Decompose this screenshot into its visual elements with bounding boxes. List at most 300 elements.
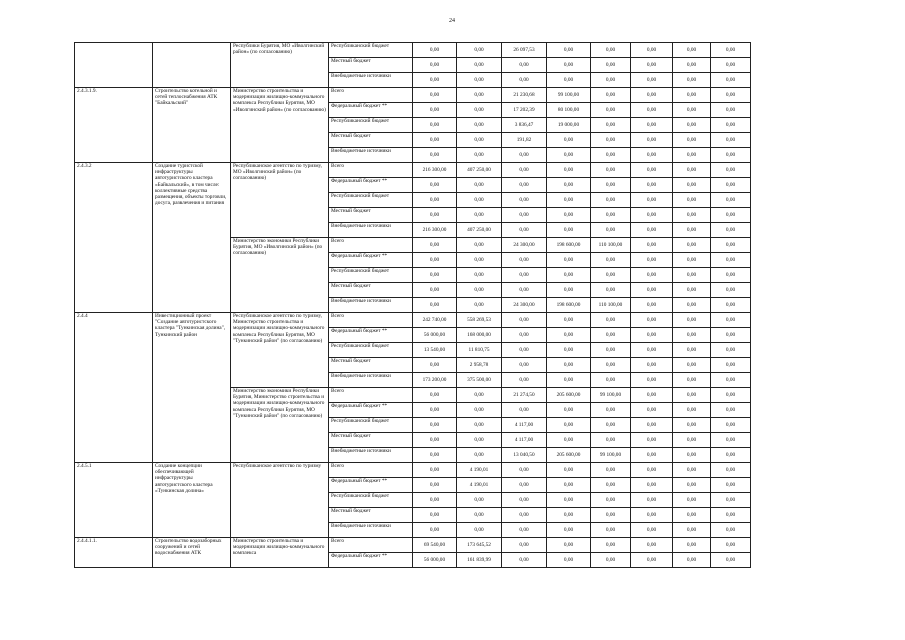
amount-cell: 0,00 <box>547 58 591 73</box>
amount-cell: 0,00 <box>631 73 673 88</box>
amount-cell: 0,00 <box>711 283 751 298</box>
amount-cell: 0,00 <box>711 493 751 508</box>
amount-cell: 558 269,53 <box>457 313 502 328</box>
funding-source-cell: Местный бюджет <box>329 133 413 148</box>
amount-cell: 0,00 <box>502 268 547 283</box>
amount-cell: 0,00 <box>711 118 751 133</box>
amount-cell: 0,00 <box>502 178 547 193</box>
amount-cell: 0,00 <box>413 208 457 223</box>
amount-cell: 0,00 <box>631 268 673 283</box>
amount-cell: 0,00 <box>502 253 547 268</box>
amount-cell: 0,00 <box>673 418 711 433</box>
amount-cell: 0,00 <box>631 508 673 523</box>
amount-cell: 56 000,00 <box>413 328 457 343</box>
amount-cell: 0,00 <box>631 238 673 253</box>
amount-cell: 0,00 <box>673 133 711 148</box>
amount-cell: 0,00 <box>711 208 751 223</box>
amount-cell: 0,00 <box>591 403 631 418</box>
amount-cell: 0,00 <box>631 493 673 508</box>
amount-cell: 0,00 <box>547 148 591 163</box>
amount-cell: 0,00 <box>591 373 631 388</box>
amount-cell: 0,00 <box>631 178 673 193</box>
measure-title-cell <box>153 43 231 88</box>
amount-cell: 24 300,00 <box>502 238 547 253</box>
amount-cell: 0,00 <box>413 358 457 373</box>
amount-cell: 0,00 <box>591 73 631 88</box>
amount-cell: 0,00 <box>457 43 502 58</box>
amount-cell: 110 100,00 <box>591 238 631 253</box>
amount-cell: 0,00 <box>591 328 631 343</box>
amount-cell: 0,00 <box>591 208 631 223</box>
measure-title-cell: Строительство водозаборных сооружений и сетей водоснабжения АТК <box>153 538 231 568</box>
amount-cell: 0,00 <box>547 328 591 343</box>
amount-cell: 0,00 <box>711 73 751 88</box>
amount-cell: 0,00 <box>591 163 631 178</box>
amount-cell: 0,00 <box>457 208 502 223</box>
amount-cell: 0,00 <box>591 133 631 148</box>
amount-cell: 0,00 <box>711 433 751 448</box>
amount-cell: 0,00 <box>413 58 457 73</box>
amount-cell: 19 000,00 <box>547 118 591 133</box>
amount-cell: 0,00 <box>673 373 711 388</box>
amount-cell: 0,00 <box>711 88 751 103</box>
amount-cell: 0,00 <box>591 178 631 193</box>
measure-code-cell: 2.4.4.1.1. <box>75 538 153 568</box>
amount-cell: 0,00 <box>673 298 711 313</box>
amount-cell: 0,00 <box>547 43 591 58</box>
amount-cell: 0,00 <box>547 433 591 448</box>
amount-cell: 0,00 <box>673 553 711 568</box>
amount-cell: 0,00 <box>413 148 457 163</box>
amount-cell: 0,00 <box>631 148 673 163</box>
amount-cell: 4 190,01 <box>457 478 502 493</box>
amount-cell: 0,00 <box>457 403 502 418</box>
funding-source-cell: Федеральный бюджет ** <box>329 103 413 118</box>
funding-source-cell: Федеральный бюджет ** <box>329 328 413 343</box>
funding-source-cell: Республиканский бюджет <box>329 493 413 508</box>
amount-cell: 0,00 <box>711 238 751 253</box>
amount-cell: 0,00 <box>502 313 547 328</box>
amount-cell: 0,00 <box>502 208 547 223</box>
table-row <box>75 88 751 103</box>
amount-cell: 205 600,00 <box>547 388 591 403</box>
table-row <box>75 163 751 178</box>
amount-cell: 0,00 <box>457 88 502 103</box>
amount-cell: 0,00 <box>631 118 673 133</box>
amount-cell: 0,00 <box>502 148 547 163</box>
amount-cell: 0,00 <box>711 58 751 73</box>
amount-cell: 407 250,00 <box>457 223 502 238</box>
amount-cell: 0,00 <box>631 163 673 178</box>
budget-table-body <box>75 43 751 568</box>
amount-cell: 0,00 <box>631 208 673 223</box>
amount-cell: 0,00 <box>631 103 673 118</box>
amount-cell: 0,00 <box>547 253 591 268</box>
amount-cell: 0,00 <box>547 463 591 478</box>
amount-cell: 0,00 <box>711 163 751 178</box>
measure-title-cell: Строительство котельной и сетей теплоснабжения АТК "Байкальский" <box>153 88 231 163</box>
amount-cell: 0,00 <box>631 403 673 418</box>
amount-cell: 0,00 <box>711 268 751 283</box>
measure-title-cell: Создание концепции обеспечивающей инфраструктуры автотуристского кластера «Тункинская долина» <box>153 463 231 538</box>
amount-cell: 0,00 <box>673 433 711 448</box>
amount-cell: 0,00 <box>591 508 631 523</box>
amount-cell: 242 740,00 <box>413 313 457 328</box>
amount-cell: 0,00 <box>711 523 751 538</box>
amount-cell: 0,00 <box>711 253 751 268</box>
funding-source-cell: Внебюджетные источники <box>329 373 413 388</box>
amount-cell: 0,00 <box>591 433 631 448</box>
funding-source-cell: Федеральный бюджет ** <box>329 403 413 418</box>
funding-source-cell: Всего <box>329 313 413 328</box>
amount-cell: 0,00 <box>673 463 711 478</box>
amount-cell: 0,00 <box>591 283 631 298</box>
amount-cell: 0,00 <box>631 283 673 298</box>
amount-cell: 0,00 <box>413 118 457 133</box>
amount-cell: 13 540,00 <box>413 343 457 358</box>
amount-cell: 0,00 <box>591 343 631 358</box>
funding-source-cell: Республиканский бюджет <box>329 343 413 358</box>
amount-cell: 0,00 <box>711 178 751 193</box>
amount-cell: 0,00 <box>673 118 711 133</box>
amount-cell: 0,00 <box>502 328 547 343</box>
amount-cell: 0,00 <box>547 508 591 523</box>
budget-table <box>74 42 751 568</box>
executor-cell: Министерство строительства и модернизации жилищно-коммунального комплекса <box>231 538 329 568</box>
amount-cell: 198 600,00 <box>547 238 591 253</box>
amount-cell: 0,00 <box>673 388 711 403</box>
amount-cell: 0,00 <box>631 523 673 538</box>
amount-cell: 0,00 <box>547 523 591 538</box>
amount-cell: 0,00 <box>673 208 711 223</box>
amount-cell: 0,00 <box>413 268 457 283</box>
amount-cell: 0,00 <box>413 388 457 403</box>
amount-cell: 0,00 <box>457 433 502 448</box>
amount-cell: 0,00 <box>591 418 631 433</box>
funding-source-cell: Федеральный бюджет ** <box>329 478 413 493</box>
amount-cell: 0,00 <box>591 103 631 118</box>
amount-cell: 0,00 <box>413 253 457 268</box>
measure-code-cell: 2.4.3.2 <box>75 163 153 313</box>
amount-cell: 0,00 <box>547 208 591 223</box>
amount-cell: 0,00 <box>673 328 711 343</box>
executor-cell: Республиканское агентство по туризму <box>231 463 329 538</box>
amount-cell: 0,00 <box>673 73 711 88</box>
amount-cell: 0,00 <box>631 193 673 208</box>
amount-cell: 0,00 <box>413 448 457 463</box>
amount-cell: 168 000,00 <box>457 328 502 343</box>
amount-cell: 0,00 <box>711 103 751 118</box>
amount-cell: 0,00 <box>457 238 502 253</box>
amount-cell: 0,00 <box>457 388 502 403</box>
amount-cell: 0,00 <box>547 163 591 178</box>
amount-cell: 0,00 <box>502 523 547 538</box>
amount-cell: 0,00 <box>711 418 751 433</box>
amount-cell: 0,00 <box>457 253 502 268</box>
amount-cell: 0,00 <box>631 298 673 313</box>
amount-cell: 21 230,68 <box>502 88 547 103</box>
amount-cell: 0,00 <box>711 478 751 493</box>
funding-source-cell: Федеральный бюджет ** <box>329 253 413 268</box>
funding-source-cell: Местный бюджет <box>329 58 413 73</box>
table-row <box>75 43 751 58</box>
amount-cell: 0,00 <box>413 133 457 148</box>
amount-cell: 0,00 <box>413 298 457 313</box>
amount-cell: 0,00 <box>673 148 711 163</box>
amount-cell: 0,00 <box>413 88 457 103</box>
measure-code-cell <box>75 43 153 88</box>
amount-cell: 0,00 <box>631 133 673 148</box>
amount-cell: 0,00 <box>502 508 547 523</box>
amount-cell: 0,00 <box>457 298 502 313</box>
amount-cell: 0,00 <box>673 403 711 418</box>
amount-cell: 173 645,52 <box>457 538 502 553</box>
amount-cell: 0,00 <box>631 388 673 403</box>
amount-cell: 99 100,00 <box>591 448 631 463</box>
funding-source-cell: Местный бюджет <box>329 508 413 523</box>
funding-source-cell: Местный бюджет <box>329 283 413 298</box>
amount-cell: 0,00 <box>547 283 591 298</box>
amount-cell: 0,00 <box>502 163 547 178</box>
amount-cell: 0,00 <box>413 238 457 253</box>
amount-cell: 21 274,50 <box>502 388 547 403</box>
amount-cell: 0,00 <box>631 418 673 433</box>
amount-cell: 3 836,47 <box>502 118 547 133</box>
amount-cell: 0,00 <box>673 478 711 493</box>
measure-title-cell: Создание туристской инфраструктуры автотуристского кластера «Байкальский», в том числе: коллективные средства размещения, объекты торговли, досуга, развлечения и питания <box>153 163 231 313</box>
amount-cell: 0,00 <box>631 88 673 103</box>
amount-cell: 0,00 <box>502 493 547 508</box>
amount-cell: 0,00 <box>547 133 591 148</box>
amount-cell: 0,00 <box>673 358 711 373</box>
funding-source-cell: Внебюджетные источники <box>329 73 413 88</box>
amount-cell: 0,00 <box>711 343 751 358</box>
amount-cell: 0,00 <box>631 58 673 73</box>
amount-cell: 0,00 <box>457 73 502 88</box>
amount-cell: 0,00 <box>591 88 631 103</box>
amount-cell: 0,00 <box>631 433 673 448</box>
amount-cell: 0,00 <box>547 358 591 373</box>
amount-cell: 0,00 <box>457 268 502 283</box>
amount-cell: 0,00 <box>673 313 711 328</box>
amount-cell: 0,00 <box>591 313 631 328</box>
amount-cell: 0,00 <box>673 163 711 178</box>
amount-cell: 0,00 <box>413 103 457 118</box>
amount-cell: 191,82 <box>502 133 547 148</box>
amount-cell: 0,00 <box>673 43 711 58</box>
amount-cell: 0,00 <box>413 193 457 208</box>
amount-cell: 0,00 <box>457 118 502 133</box>
amount-cell: 216 300,00 <box>413 163 457 178</box>
amount-cell: 26 097,53 <box>502 43 547 58</box>
amount-cell: 375 500,00 <box>457 373 502 388</box>
amount-cell: 0,00 <box>413 493 457 508</box>
amount-cell: 0,00 <box>547 223 591 238</box>
amount-cell: 0,00 <box>711 358 751 373</box>
amount-cell: 0,00 <box>547 478 591 493</box>
amount-cell: 0,00 <box>591 493 631 508</box>
amount-cell: 99 100,00 <box>547 88 591 103</box>
amount-cell: 0,00 <box>457 523 502 538</box>
amount-cell: 0,00 <box>591 553 631 568</box>
amount-cell: 0,00 <box>711 553 751 568</box>
funding-source-cell: Местный бюджет <box>329 208 413 223</box>
amount-cell: 0,00 <box>413 73 457 88</box>
amount-cell: 0,00 <box>591 43 631 58</box>
funding-source-cell: Внебюджетные источники <box>329 223 413 238</box>
amount-cell: 0,00 <box>502 538 547 553</box>
amount-cell: 0,00 <box>502 478 547 493</box>
amount-cell: 0,00 <box>631 538 673 553</box>
amount-cell: 0,00 <box>711 298 751 313</box>
funding-source-cell: Всего <box>329 88 413 103</box>
amount-cell: 0,00 <box>413 178 457 193</box>
page-number: 24 <box>449 18 455 24</box>
amount-cell: 13 040,50 <box>502 448 547 463</box>
amount-cell: 0,00 <box>673 268 711 283</box>
executor-cell: Республиканское агентство по туризму, МО «Иволгинский район» (по согласованию) <box>231 163 329 238</box>
amount-cell: 11 810,75 <box>457 343 502 358</box>
amount-cell: 4 190,01 <box>457 463 502 478</box>
amount-cell: 0,00 <box>631 43 673 58</box>
amount-cell: 0,00 <box>457 193 502 208</box>
amount-cell: 24 300,00 <box>502 298 547 313</box>
amount-cell: 0,00 <box>547 538 591 553</box>
amount-cell: 0,00 <box>413 43 457 58</box>
amount-cell: 205 600,00 <box>547 448 591 463</box>
amount-cell: 0,00 <box>547 193 591 208</box>
amount-cell: 0,00 <box>457 148 502 163</box>
amount-cell: 216 300,00 <box>413 223 457 238</box>
amount-cell: 0,00 <box>413 523 457 538</box>
amount-cell: 0,00 <box>673 508 711 523</box>
amount-cell: 0,00 <box>502 463 547 478</box>
amount-cell: 0,00 <box>711 133 751 148</box>
amount-cell: 0,00 <box>711 43 751 58</box>
amount-cell: 0,00 <box>502 373 547 388</box>
funding-source-cell: Республиканский бюджет <box>329 268 413 283</box>
measure-code-cell: 2.4.3.1.9. <box>75 88 153 163</box>
amount-cell: 0,00 <box>631 553 673 568</box>
amount-cell: 110 100,00 <box>591 298 631 313</box>
amount-cell: 0,00 <box>591 523 631 538</box>
amount-cell: 0,00 <box>631 478 673 493</box>
amount-cell: 0,00 <box>502 223 547 238</box>
amount-cell: 0,00 <box>673 343 711 358</box>
funding-source-cell: Всего <box>329 163 413 178</box>
amount-cell: 0,00 <box>631 373 673 388</box>
amount-cell: 0,00 <box>413 418 457 433</box>
funding-source-cell: Республиканский бюджет <box>329 43 413 58</box>
executor-cell: Министерство экономики Республики Бурятия, Министерство строительства и модернизации жилищно-коммунального комплекса Республики Бурятия, МО "Тункинский район" (по согласованию) <box>231 388 329 463</box>
funding-source-cell: Всего <box>329 388 413 403</box>
amount-cell: 0,00 <box>591 538 631 553</box>
amount-cell: 0,00 <box>673 493 711 508</box>
funding-source-cell: Внебюджетные источники <box>329 148 413 163</box>
amount-cell: 0,00 <box>591 358 631 373</box>
amount-cell: 4 117,00 <box>502 433 547 448</box>
amount-cell: 0,00 <box>413 433 457 448</box>
amount-cell: 0,00 <box>502 343 547 358</box>
amount-cell: 0,00 <box>502 403 547 418</box>
amount-cell: 0,00 <box>673 88 711 103</box>
amount-cell: 0,00 <box>631 253 673 268</box>
measure-code-cell: 2.4.4 <box>75 313 153 463</box>
measure-title-cell: Инвестиционный проект "Создание автотуристского кластера "Тункинская долина", Тункинский район <box>153 313 231 463</box>
funding-source-cell: Всего <box>329 538 413 553</box>
amount-cell: 0,00 <box>457 283 502 298</box>
amount-cell: 407 250,00 <box>457 163 502 178</box>
amount-cell: 56 000,00 <box>413 553 457 568</box>
amount-cell: 0,00 <box>591 463 631 478</box>
funding-source-cell: Внебюджетные источники <box>329 448 413 463</box>
amount-cell: 0,00 <box>591 58 631 73</box>
amount-cell: 0,00 <box>711 328 751 343</box>
amount-cell: 0,00 <box>673 448 711 463</box>
amount-cell: 0,00 <box>502 73 547 88</box>
amount-cell: 0,00 <box>457 418 502 433</box>
amount-cell: 0,00 <box>547 493 591 508</box>
amount-cell: 0,00 <box>413 478 457 493</box>
amount-cell: 0,00 <box>673 538 711 553</box>
amount-cell: 0,00 <box>591 253 631 268</box>
amount-cell: 0,00 <box>457 493 502 508</box>
amount-cell: 0,00 <box>591 193 631 208</box>
amount-cell: 0,00 <box>591 478 631 493</box>
amount-cell: 0,00 <box>547 373 591 388</box>
amount-cell: 69 540,00 <box>413 538 457 553</box>
amount-cell: 0,00 <box>673 178 711 193</box>
amount-cell: 0,00 <box>711 373 751 388</box>
amount-cell: 0,00 <box>631 223 673 238</box>
funding-source-cell: Республиканский бюджет <box>329 193 413 208</box>
amount-cell: 99 100,00 <box>591 388 631 403</box>
amount-cell: 0,00 <box>547 553 591 568</box>
amount-cell: 0,00 <box>631 343 673 358</box>
funding-source-cell: Внебюджетные источники <box>329 298 413 313</box>
amount-cell: 0,00 <box>591 223 631 238</box>
amount-cell: 0,00 <box>673 253 711 268</box>
amount-cell: 173 200,00 <box>413 373 457 388</box>
amount-cell: 0,00 <box>413 283 457 298</box>
table-row <box>75 313 751 328</box>
funding-source-cell: Всего <box>329 238 413 253</box>
amount-cell: 0,00 <box>457 103 502 118</box>
amount-cell: 0,00 <box>502 193 547 208</box>
amount-cell: 0,00 <box>631 463 673 478</box>
measure-code-cell: 2.4.5.1 <box>75 463 153 538</box>
funding-source-cell: Республиканский бюджет <box>329 118 413 133</box>
amount-cell: 0,00 <box>413 463 457 478</box>
amount-cell: 0,00 <box>413 403 457 418</box>
funding-source-cell: Федеральный бюджет ** <box>329 553 413 568</box>
amount-cell: 0,00 <box>631 448 673 463</box>
amount-cell: 0,00 <box>547 73 591 88</box>
amount-cell: 17 202,39 <box>502 103 547 118</box>
amount-cell: 0,00 <box>502 553 547 568</box>
amount-cell: 0,00 <box>673 523 711 538</box>
amount-cell: 0,00 <box>457 133 502 148</box>
amount-cell: 0,00 <box>457 448 502 463</box>
amount-cell: 0,00 <box>673 58 711 73</box>
funding-source-cell: Внебюджетные источники <box>329 523 413 538</box>
amount-cell: 0,00 <box>711 403 751 418</box>
amount-cell: 0,00 <box>457 178 502 193</box>
funding-source-cell: Всего <box>329 463 413 478</box>
executor-cell: Республиканское агентство по туризму, Министерство строительства и модернизации жилищно-коммунального комплекса Республики Бурятия, МО "Тункинский район" (по согласованию) <box>231 313 329 388</box>
funding-source-cell: Местный бюджет <box>329 433 413 448</box>
amount-cell: 0,00 <box>711 463 751 478</box>
